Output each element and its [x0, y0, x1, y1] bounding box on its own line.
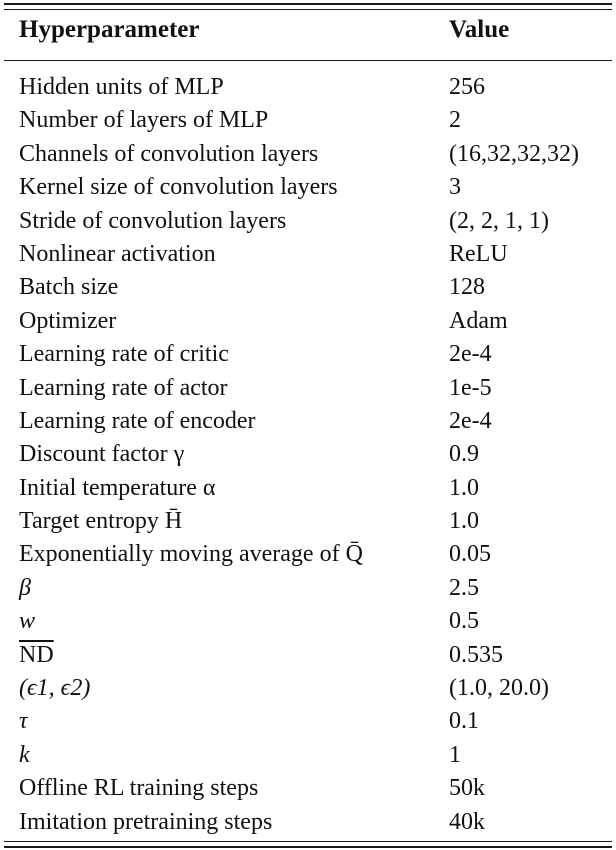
param-cell: Exponentially moving average of Q̄ — [19, 541, 363, 568]
value-cell: (16,32,32,32) — [449, 140, 579, 167]
table-row — [0, 372, 616, 405]
param-cell: β — [19, 574, 31, 601]
param-cell: w — [19, 608, 36, 635]
value-cell: 0.9 — [449, 441, 479, 468]
table-row — [0, 405, 616, 438]
table-body — [0, 71, 616, 839]
table-row — [0, 171, 616, 204]
param-cell: Optimizer — [19, 307, 117, 334]
top-rule-thick — [4, 3, 612, 5]
param-cell: (ϵ1, ϵ2) — [19, 675, 91, 702]
param-cell: Imitation pretraining steps — [19, 808, 273, 835]
value-cell: 1 — [449, 741, 461, 768]
bottom-rule-thin — [4, 841, 612, 842]
param-cell: Target entropy H̄ — [19, 508, 183, 535]
param-cell: $\overline{ND}$ — [19, 641, 54, 668]
value-cell: (2, 2, 1, 1) — [449, 207, 549, 234]
value-cell: 256 — [449, 74, 485, 100]
table-row — [0, 205, 616, 238]
bottom-rule-thick — [4, 846, 612, 848]
param-cell: k — [19, 741, 30, 768]
value-cell: 2e-4 — [449, 407, 492, 434]
value-cell: 128 — [449, 274, 485, 301]
header-hyperparameter: Hyperparameter — [19, 16, 200, 43]
table-row — [0, 772, 616, 805]
value-cell: Adam — [449, 307, 508, 334]
value-cell: 40k — [449, 808, 485, 835]
value-cell: 0.05 — [449, 541, 491, 568]
table-row — [0, 104, 616, 137]
value-cell: 2 — [449, 107, 461, 134]
table-row — [0, 538, 616, 571]
param-cell: Kernel size of convolution layers — [19, 174, 338, 201]
param-cell: Batch size — [19, 274, 119, 301]
table-row — [0, 238, 616, 271]
table-row — [0, 806, 616, 839]
value-cell: (1.0, 20.0) — [449, 675, 549, 702]
value-cell: 1.0 — [449, 474, 479, 501]
value-cell: 0.1 — [449, 708, 479, 735]
param-cell: Stride of convolution layers — [19, 207, 287, 234]
table-row — [0, 338, 616, 371]
param-cell: Number of layers of MLP — [19, 107, 269, 134]
table-row — [0, 605, 616, 638]
value-cell: 1e-5 — [449, 374, 492, 401]
header-value: Value — [449, 16, 510, 43]
value-cell: 2e-4 — [449, 341, 492, 368]
param-cell: Channels of convolution layers — [19, 140, 319, 167]
table-row — [0, 305, 616, 338]
param-cell: Learning rate of actor — [19, 374, 228, 401]
table-row — [0, 639, 616, 672]
param-cell: τ — [19, 708, 28, 735]
table-row — [0, 138, 616, 171]
value-cell: 50k — [449, 775, 485, 802]
table-header — [0, 16, 616, 54]
table-row — [0, 739, 616, 772]
param-cell: Offline RL training steps — [19, 775, 259, 802]
top-rule-thin — [4, 9, 612, 10]
table-row — [0, 672, 616, 705]
param-cell: Nonlinear activation — [19, 240, 216, 267]
param-cell: Initial temperature α — [19, 474, 216, 501]
param-cell: Learning rate of encoder — [19, 407, 256, 434]
param-cell: Learning rate of critic — [19, 341, 229, 368]
value-cell: 3 — [449, 174, 461, 201]
table-row — [0, 438, 616, 471]
value-cell: ReLU — [449, 240, 508, 267]
value-cell: 0.535 — [449, 641, 503, 668]
value-cell: 0.5 — [449, 608, 479, 635]
value-cell: 2.5 — [449, 574, 479, 601]
table-row — [0, 705, 616, 738]
table-row — [0, 505, 616, 538]
table-row — [0, 572, 616, 605]
table-row — [0, 271, 616, 304]
header-rule — [4, 60, 612, 61]
table-row — [0, 472, 616, 505]
table-row — [0, 71, 616, 104]
value-cell: 1.0 — [449, 508, 479, 535]
param-cell: Hidden units of MLP — [19, 74, 224, 100]
param-cell: Discount factor γ — [19, 441, 185, 468]
